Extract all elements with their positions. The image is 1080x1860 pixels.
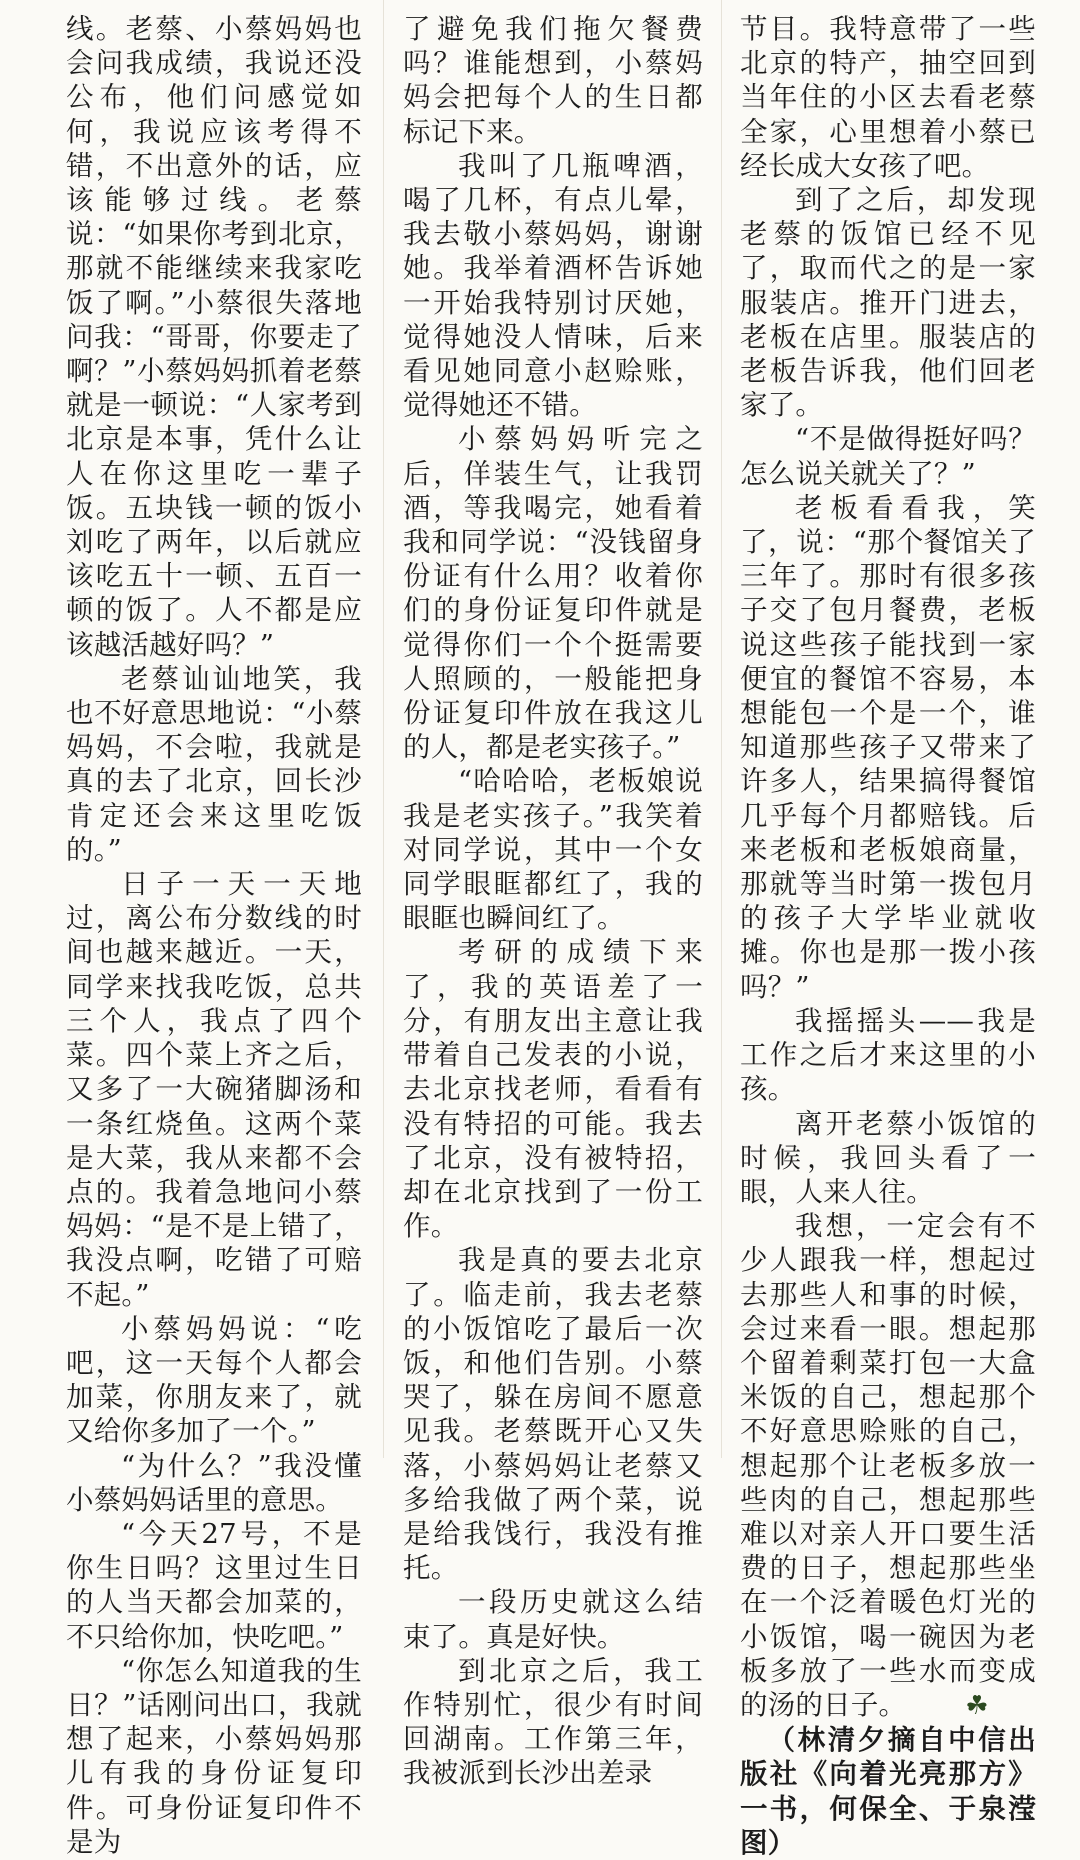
- paragraph-last-text: 我想，一定会有不少人跟我一样，想起过去那些人和事的时候，会过来看一眼。想起那个留着剩菜打包一大盒米饭的自己，想起那个不好意思赊账的自己，想起那个让老板多放一些肉的自己，想起那些难以对亲人开口要生活费的日子，想起那些坐在一个泛着暖色灯光的小饭馆，喝一碗因为老板多放了一些水而变成的汤的日子。: [740, 1210, 1036, 1721]
- paragraph: “你怎么知道我的生日？”话刚问出口，我就想了起来，小蔡妈妈那儿有我的身份证复印件。可身份证复印件不是为: [66, 1654, 362, 1858]
- column-divider: [383, 0, 384, 1458]
- paragraph: 我是真的要去北京了。临走前，我去老蔡的小饭馆吃了最后一次饭，和他们告别。小蔡哭了，躲在房间不愿意见我。老蔡既开心又失落，小蔡妈妈让老蔡又多给我做了两个菜，说是给我饯行，我没有推托。: [403, 1244, 703, 1585]
- paragraph: “为什么？”我没懂小蔡妈妈话里的意思。: [66, 1449, 362, 1516]
- paragraph: 到北京之后，我工作特别忙，很少有时间回湖南。工作第三年，我被派到长沙出差录: [403, 1654, 703, 1790]
- paragraph: 离开老蔡小饭馆的时候，我回头看了一眼，人来人往。: [740, 1107, 1036, 1208]
- paragraph: 线。老蔡、小蔡妈妈也会问我成绩，我说还没公布，他们问感觉如何，我说应该考得不错，不出意外的话，应该能够过线。老蔡说：“如果你考到北京，那就不能继续来我家吃饭了啊。”小蔡很失落地问我：“哥哥，你要走了啊？”小蔡妈妈抓着老蔡就是一顿说：“人家考到北京是本事，凭什么让人在你这里吃一辈子饭。五块钱一顿的饭小刘吃了两年，以后就应该吃五十一顿、五百一顿的饭了。人不都是应该越活越好吗？”: [66, 13, 362, 661]
- paragraph: “今天27号，不是你生日吗？这里过生日的人当天都会加菜的，不只给你加，快吃吧。”: [66, 1517, 362, 1653]
- paragraph: 了避免我们拖欠餐费吗？谁能想到，小蔡妈妈会把每个人的生日都标记下来。: [403, 13, 703, 148]
- paragraph: 小蔡妈妈听完之后，佯装生气，让我罚酒，等我喝完，她看着我和同学说：“没钱留身份证有什么用？收着你们的身份证复印件就是觉得你们一个个挺需要人照顾的，一般能把身份证复印件放在我这儿的人，都是老实孩子。”: [403, 423, 703, 764]
- paragraph: 节目。我特意带了一些北京的特产，抽空回到当年住的小区去看老蔡全家，心里想着小蔡已经长成大女孩了吧。: [740, 13, 1036, 182]
- paragraph: 一段历史就这么结束了。真是好快。: [403, 1586, 703, 1653]
- paragraph: 到了之后，却发现老蔡的饭馆已经不见了，取而代之的是一家服装店。推开门进去，老板在店里。服装店的老板告诉我，他们回老家了。: [740, 184, 1036, 422]
- paragraph-last: [740, 1209, 1036, 1723]
- text-column-2: [403, 12, 703, 1791]
- text-column-1: [66, 12, 362, 1859]
- paragraph: 老蔡讪讪地笑，我也不好意思地说：“小蔡妈妈，不会啦，我就是真的去了北京，回长沙肯定还会来这里吃饭的。”: [66, 662, 362, 866]
- paragraph: “不是做得挺好吗？怎么说关就关了？”: [740, 423, 1036, 490]
- paragraph: 我摇摇头——我是工作之后才来这里的小孩。: [740, 1004, 1036, 1106]
- paragraph: 老板看看我，笑了，说：“那个餐馆关了三年了。那时有很多孩子交了包月餐费，老板说这些孩子能找到一家便宜的餐馆不容易，本想能包一个是一个，谁知道那些孩子又带来了许多人，结果搞得餐馆几乎每个月都赔钱。后来老板和老板娘商量，那就等当时第一拨包月的孩子大学毕业就收摊。你也是那一拨小孩吗？”: [740, 491, 1036, 1003]
- source-credit: （林清夕摘自中信出版社《向着光亮那方》一书，何保全、于泉滢图）: [740, 1724, 1036, 1859]
- paragraph: 我叫了几瓶啤酒，喝了几杯，有点儿晕，我去敬小蔡妈妈，谢谢她。我举着酒杯告诉她一开始我特别讨厌她，觉得她没人情味，后来看见她同意小赵赊账，觉得她还不错。: [403, 149, 703, 422]
- column-divider: [721, 0, 722, 1458]
- paragraph: 日子一天一天地过，离公布分数线的时间也越来越近。一天，同学来找我吃饭，总共三个人，我点了四个菜。四个菜上齐之后，又多了一大碗猪脚汤和一条红烧鱼。这两个菜是大菜，我从来都不会点的。我着急地问小蔡妈妈：“是不是上错了，我没点啊，吃错了可赔不起。”: [66, 868, 362, 1311]
- paragraph: 考研的成绩下来了，我的英语差了一分，有朋友出主意让我带着自己发表的小说，去北京找老师，看看有没有特招的可能。我去了北京，没有被特招，却在北京找到了一份工作。: [403, 936, 703, 1243]
- clover-end-icon: ☘: [965, 1690, 989, 1721]
- paragraph: 小蔡妈妈说：“吃吧，这一天每个人都会加菜，你朋友来了，就又给你多加了一个。”: [66, 1312, 362, 1448]
- paragraph: “哈哈哈，老板娘说我是老实孩子。”我笑着对同学说，其中一个女同学眼眶都红了，我的眼眶也瞬间红了。: [403, 765, 703, 935]
- text-column-3: [740, 12, 1036, 1860]
